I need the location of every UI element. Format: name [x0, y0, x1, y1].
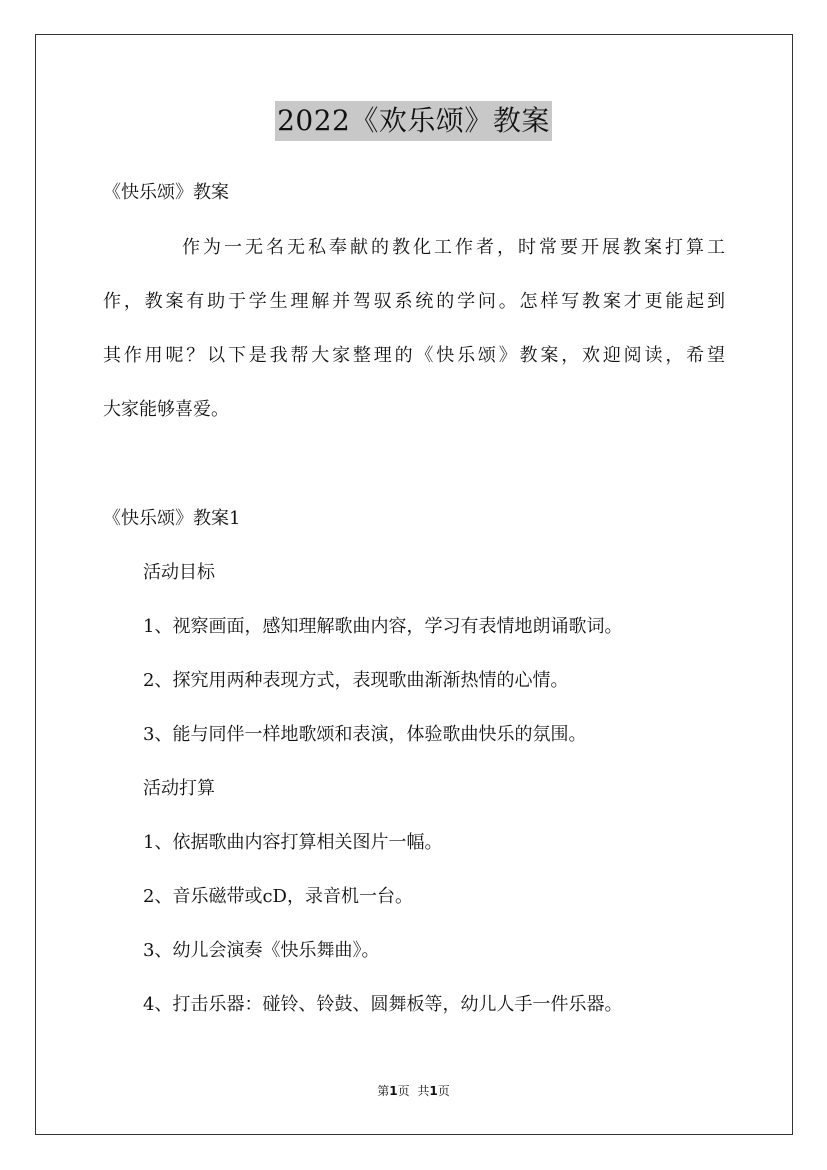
- footer-page-label-b: 页: [397, 1084, 410, 1098]
- footer-total-label-a: 共: [417, 1084, 430, 1098]
- footer-total-label-b: 页: [437, 1084, 450, 1098]
- footer-page-number: 1: [389, 1084, 398, 1098]
- section1-heading: 《快乐颂》教案1: [103, 508, 241, 529]
- intro-line-4: 大家能够喜爱。: [103, 399, 229, 420]
- document-title: 2022《欢乐颂》教案: [275, 101, 552, 141]
- page-footer: [0, 1083, 827, 1099]
- goal-item-2: 2、探究用两种表现方式，表现歌曲渐渐热情的心情。: [143, 670, 569, 691]
- title-container: [0, 101, 827, 141]
- prep-title: 活动打算: [143, 778, 215, 799]
- intro-line-3: 其作用呢？以下是我帮大家整理的《快乐颂》教案，欢迎阅读，希望: [103, 345, 725, 366]
- footer-page-label-a: 第: [377, 1084, 390, 1098]
- document-heading: 《快乐颂》教案: [103, 182, 229, 203]
- prep-item-1: 1、依据歌曲内容打算相关图片一幅。: [143, 832, 443, 853]
- intro-line-2: 作，教案有助于学生理解并驾驭系统的学问。怎样写教案才更能起到: [103, 291, 725, 312]
- goal-item-1: 1、视察画面，感知理解歌曲内容，学习有表情地朗诵歌词。: [143, 616, 623, 637]
- prep-item-3: 3、幼儿会演奏《快乐舞曲》。: [143, 940, 380, 961]
- prep-item-4: 4、打击乐器：碰铃、铃鼓、圆舞板等，幼儿人手一件乐器。: [143, 994, 623, 1015]
- goal-item-3: 3、能与同伴一样地歌颂和表演，体验歌曲快乐的氛围。: [143, 724, 587, 745]
- intro-line-1: 作为一无名无私奉献的教化工作者，时常要开展教案打算工: [182, 237, 725, 258]
- goals-title: 活动目标: [143, 562, 215, 583]
- prep-item-2: 2、音乐磁带或cD，录音机一台。: [143, 886, 413, 907]
- footer-total-number: 1: [429, 1084, 438, 1098]
